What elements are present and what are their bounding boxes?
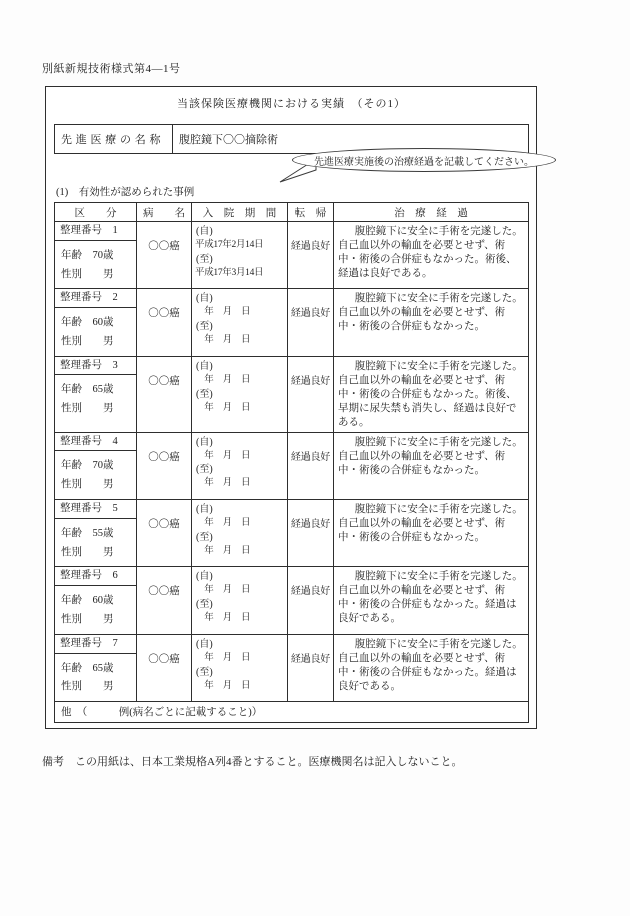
case-hospitalization-period	[192, 634, 288, 701]
period-from-date: 年 月 日	[195, 652, 251, 663]
col-header-treatment-course: 治 療 経 過	[334, 203, 529, 222]
case-age: 年齢 60歳	[61, 595, 114, 607]
advanced-care-name-label: 先 進 医 療 の 名 称	[55, 125, 173, 154]
case-row	[55, 432, 529, 499]
case-sex: 性別 男	[61, 403, 114, 415]
case-age: 年齢 65歳	[61, 384, 114, 396]
period-to-label: (至)	[196, 666, 213, 678]
case-outcome: 経過良好	[288, 567, 334, 634]
period-to-label: (至)	[196, 388, 213, 400]
case-sex: 性別 男	[61, 546, 114, 558]
case-treatment-course: 腹腔鏡下に安全に手術を完遂した。自己血以外の輸血を必要とせず、術中・術後の合併症もなかった。術後、早期に尿失禁も消失し、経過は良好である。	[334, 356, 529, 432]
case-row	[55, 500, 529, 567]
case-row	[55, 222, 529, 289]
period-to-date: 年 月 日	[195, 335, 251, 346]
case-disease: 〇〇癌	[137, 222, 192, 289]
col-header-category: 区 分	[55, 203, 137, 222]
period-from-date: 年 月 日	[195, 518, 251, 529]
form-title: 当該保険医療機関における実績 （その1）	[177, 98, 406, 110]
case-disease: 〇〇癌	[137, 289, 192, 356]
case-disease: 〇〇癌	[137, 634, 192, 701]
case-sex: 性別 男	[61, 335, 114, 347]
case-category-cell	[55, 500, 137, 567]
table-header-row	[55, 203, 529, 222]
case-outcome: 経過良好	[288, 356, 334, 432]
case-age: 年齢 70歳	[61, 460, 114, 472]
period-to-label: (至)	[196, 253, 213, 265]
callout-text: 先進医療実施後の治療経過を記載してください。	[314, 156, 534, 168]
period-to-date: 年 月 日	[195, 680, 251, 691]
case-disease: 〇〇癌	[137, 567, 192, 634]
case-age-sex-block	[55, 241, 136, 289]
period-from-date: 年 月 日	[195, 374, 251, 385]
case-age-sex-block	[55, 451, 136, 499]
case-sex: 性別 男	[61, 479, 114, 491]
case-hospitalization-period	[192, 222, 288, 289]
case-treatment-course: 腹腔鏡下に安全に手術を完遂した。自己血以外の輸血を必要とせず、術中・術後の合併症もなかった。	[334, 289, 529, 356]
period-from-label: (自)	[196, 226, 213, 237]
period-from-label: (自)	[196, 638, 213, 650]
period-to-date: 年 月 日	[195, 545, 251, 556]
case-age: 年齢 70歳	[61, 249, 114, 261]
period-to-label: (至)	[196, 531, 213, 543]
case-category-cell	[55, 567, 137, 634]
period-from-label: (自)	[196, 293, 213, 305]
period-from-label: (自)	[196, 571, 213, 583]
case-category-cell	[55, 289, 137, 356]
callout-bubble	[292, 148, 556, 172]
case-disease: 〇〇癌	[137, 500, 192, 567]
case-outcome: 経過良好	[288, 222, 334, 289]
period-to-label: (至)	[196, 321, 213, 333]
case-row	[55, 567, 529, 634]
case-rows	[55, 222, 529, 702]
case-category-cell	[55, 634, 137, 701]
case-row	[55, 289, 529, 356]
other-diseases-note: 他 （ 例(病名ごとに記載すること)）	[55, 702, 529, 723]
case-sequence-number: 整理番号 2	[55, 289, 136, 308]
case-age-sex-block	[55, 375, 136, 423]
period-to-label: (至)	[196, 464, 213, 476]
case-category-cell	[55, 222, 137, 289]
case-hospitalization-period	[192, 289, 288, 356]
advanced-care-name-value: 腹腔鏡下〇〇摘除術	[173, 125, 529, 154]
case-hospitalization-period	[192, 432, 288, 499]
period-to-date: 平成17年3月14日	[195, 267, 264, 278]
case-outcome: 経過良好	[288, 432, 334, 499]
cases-table	[54, 202, 529, 723]
case-hospitalization-period	[192, 356, 288, 432]
case-disease: 〇〇癌	[137, 432, 192, 499]
case-disease: 〇〇癌	[137, 356, 192, 432]
case-sequence-number: 整理番号 4	[55, 433, 136, 452]
col-header-disease: 病 名	[137, 203, 192, 222]
period-from-date: 年 月 日	[195, 307, 251, 318]
case-row	[55, 356, 529, 432]
case-category-cell	[55, 432, 137, 499]
case-sequence-number: 整理番号 6	[55, 567, 136, 586]
table-footer-row	[55, 702, 529, 723]
period-to-label: (至)	[196, 599, 213, 611]
period-from-date: 年 月 日	[195, 585, 251, 596]
period-to-date: 年 月 日	[195, 478, 251, 489]
case-sequence-number: 整理番号 3	[55, 357, 136, 376]
case-sequence-number: 整理番号 5	[55, 500, 136, 519]
case-treatment-course: 腹腔鏡下に安全に手術を完遂した。自己血以外の輸血を必要とせず、術中・術後の合併症もなかった。	[334, 432, 529, 499]
case-sex: 性別 男	[61, 613, 114, 625]
case-age-sex-block	[55, 308, 136, 356]
case-sex: 性別 男	[61, 268, 114, 280]
case-category-cell	[55, 356, 137, 432]
period-from-label: (自)	[196, 436, 213, 448]
case-sequence-number: 整理番号 7	[55, 635, 136, 654]
form-number: 別紙新規技術様式第4―1号	[42, 63, 181, 75]
case-hospitalization-period	[192, 500, 288, 567]
case-age-sex-block	[55, 586, 136, 634]
case-sequence-number: 整理番号 1	[55, 222, 136, 241]
case-treatment-course: 腹腔鏡下に安全に手術を完遂した。自己血以外の輸血を必要とせず、術中・術後の合併症もなかった。経過は良好である。	[334, 634, 529, 701]
case-age: 年齢 60歳	[61, 317, 114, 329]
case-age: 年齢 55歳	[61, 527, 114, 539]
col-header-hospitalization-period: 入 院 期 間	[192, 203, 288, 222]
case-treatment-course: 腹腔鏡下に安全に手術を完遂した。自己血以外の輸血を必要とせず、術中・術後の合併症もなかった。術後、経過は良好である。	[334, 222, 529, 289]
period-from-date: 年 月 日	[195, 450, 251, 461]
case-outcome: 経過良好	[288, 500, 334, 567]
case-age-sex-block	[55, 519, 136, 567]
period-to-date: 年 月 日	[195, 402, 251, 413]
case-row	[55, 634, 529, 701]
case-treatment-course: 腹腔鏡下に安全に手術を完遂した。自己血以外の輸血を必要とせず、術中・術後の合併症もなかった。経過は良好である。	[334, 567, 529, 634]
case-age-sex-block	[55, 654, 136, 702]
section-label: (1) 有効性が認められた事例	[56, 187, 195, 198]
case-treatment-course: 腹腔鏡下に安全に手術を完遂した。自己血以外の輸血を必要とせず、術中・術後の合併症もなかった。	[334, 500, 529, 567]
period-from-date: 平成17年2月14日	[195, 240, 264, 250]
case-outcome: 経過良好	[288, 634, 334, 701]
remarks-note: 備考 この用紙は、日本工業規格A列4番とすること。医療機関名は記入しないこと。	[42, 756, 463, 768]
case-age: 年齢 65歳	[61, 662, 114, 674]
period-from-label: (自)	[196, 504, 213, 516]
period-to-date: 年 月 日	[195, 613, 251, 624]
period-from-label: (自)	[196, 360, 213, 372]
case-outcome: 経過良好	[288, 289, 334, 356]
case-hospitalization-period	[192, 567, 288, 634]
case-sex: 性別 男	[61, 681, 114, 693]
col-header-outcome: 転 帰	[288, 203, 334, 222]
